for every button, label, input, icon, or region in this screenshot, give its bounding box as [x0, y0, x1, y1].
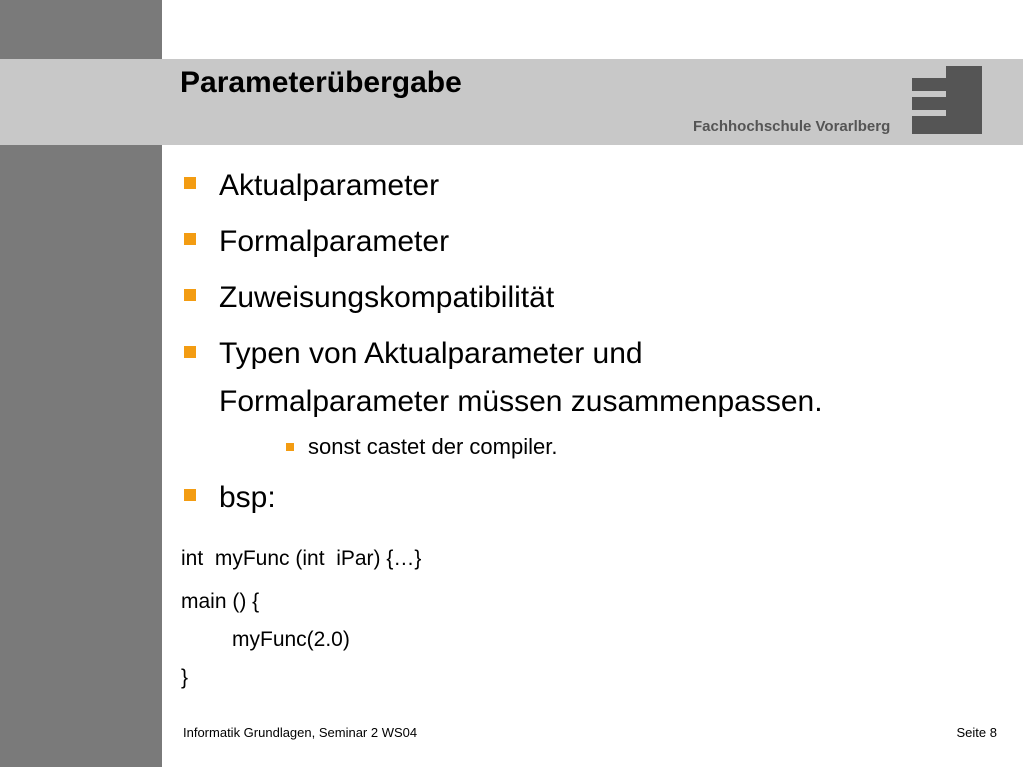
square-bullet-icon [184, 289, 196, 301]
school-name: Fachhochschule Vorarlberg [693, 118, 891, 135]
school-logo-icon [912, 66, 982, 134]
square-bullet-icon [184, 233, 196, 245]
bullet-text: Formalparameter [219, 225, 450, 258]
footer-course: Informatik Grundlagen, Seminar 2 WS04 [183, 725, 418, 740]
code-line: int myFunc (int iPar) {…} [181, 547, 422, 570]
code-line: } [181, 666, 189, 689]
code-line: main () { [181, 590, 260, 613]
code-line: myFunc(2.0) [232, 628, 350, 651]
bullet-list [180, 166, 1000, 534]
square-bullet-icon [184, 346, 196, 358]
bullet-item [180, 478, 1000, 518]
bullet-text: bsp: [219, 481, 276, 514]
sub-bullet-text: sonst castet der compiler. [308, 434, 558, 459]
bullet-item [180, 330, 1000, 426]
slide-title: Parameterübergabe [180, 66, 462, 99]
bullet-text-line-2: Formalparameter müssen zusammenpassen. [219, 385, 823, 418]
square-bullet-icon [184, 489, 196, 501]
bullet-text: Zuweisungskompatibilität [219, 281, 555, 314]
bullet-item [180, 222, 1000, 262]
bullet-text-line-1: Typen von Aktualparameter und [219, 337, 643, 370]
square-bullet-icon [286, 443, 294, 451]
bullet-item [180, 166, 1000, 206]
sub-bullet-item [180, 432, 1000, 462]
bullet-item [180, 278, 1000, 318]
footer-page-number: Seite 8 [956, 725, 997, 740]
square-bullet-icon [184, 177, 196, 189]
bullet-text: Aktualparameter [219, 169, 440, 202]
